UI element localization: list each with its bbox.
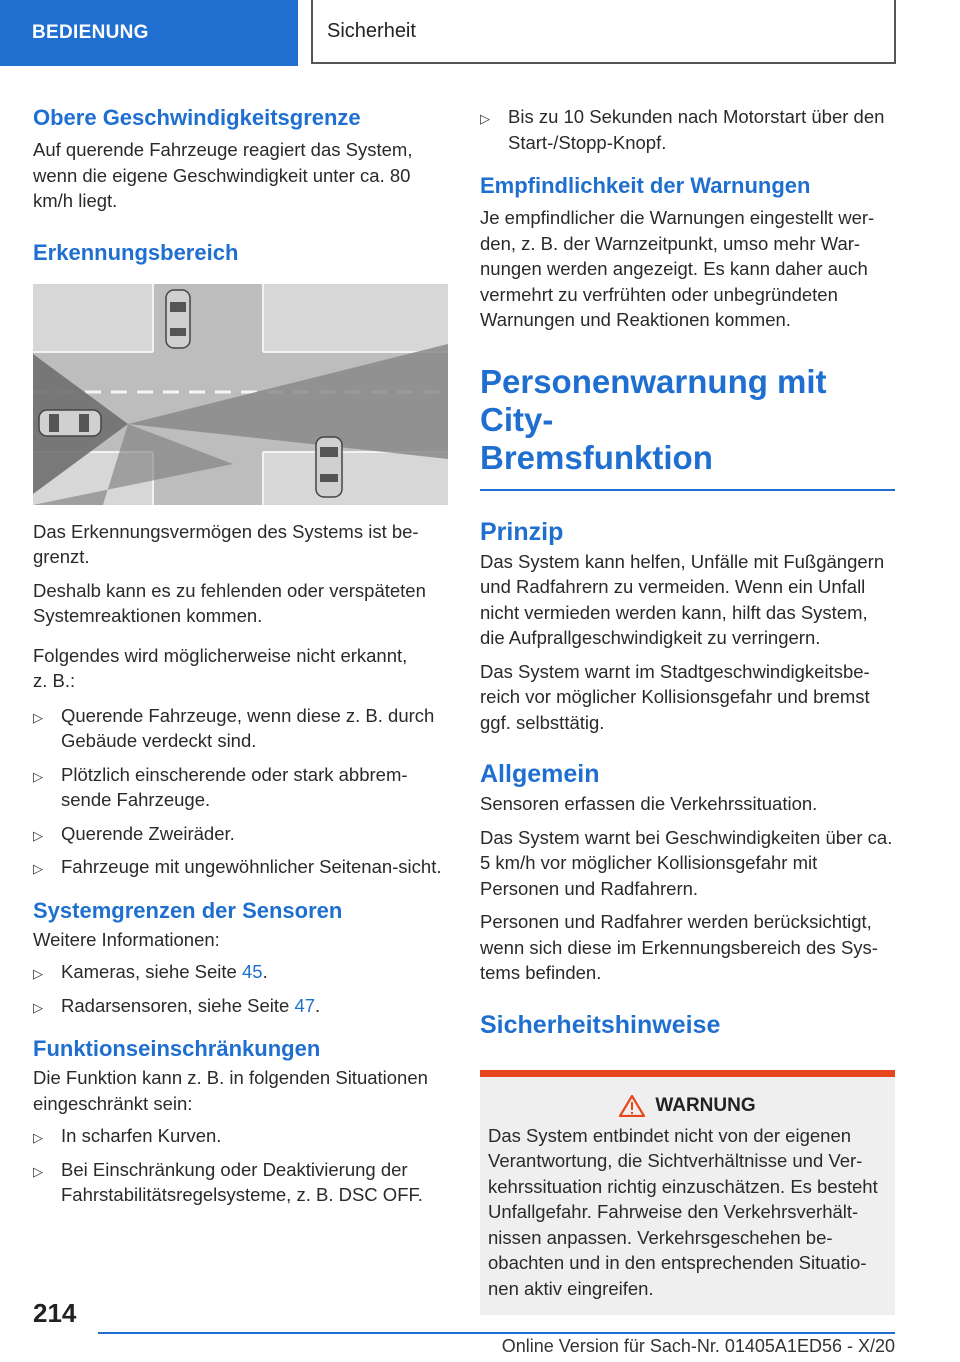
section-title: BEDIENUNG [32,22,149,43]
para-general-2: Das System warnt bei Geschwindigkeiten über ca. 5 km/h vor möglicher Kollisionsgefahr mit Personen und Radfahrern. [480,826,893,899]
list-item: ▷ Querende Fahrzeuge, wenn diese z. B. durch Gebäude verdeckt sind. [33,704,435,751]
heading-sensor-limits: Systemgrenzen der Sensoren [33,897,343,923]
para-speed-limit: Auf querende Fahrzeuge reagiert das System, wenn die eigene Geschwindigkeit unter ca. 80 km/h liegt. [33,139,413,211]
para-function-limits: Die Funktion kann z. B. in folgenden Situationen eingeschränkt sein: [33,1067,428,1114]
para-principle-2: Das System warnt im Stadtgeschwindigkeitsbe‐reich vor möglicher Kollisionsgefahr und bremst ggf. selbsttätig. [480,660,870,733]
car-left-icon [39,410,101,436]
list-item: ▷ Plötzlich einscherende oder stark abbrem‐sende Fahrzeuge. [33,763,408,810]
para-detection-limited: Das Erkennungsvermögen des Systems ist be‐grenzt. [33,520,419,567]
heading-warning-sensitivity: Empfindlichkeit der Warnungen [480,173,811,198]
triangle-right-icon: ▷ [33,1163,43,1179]
footer-rule [98,1332,895,1334]
triangle-right-icon: ▷ [33,861,43,876]
warning-box [480,1070,895,1316]
para-general-3: Personen und Radfahrer werden berücksichtigt, wenn sich diese im Erkennungsbereich des Sys‐tems befinden. [480,911,878,983]
heading-main-line2: Bremsfunktion [480,438,713,476]
footer-version: Online Version für Sach-Nr. 01405A1ED56 - X/20 [501,1336,895,1356]
warning-triangle-icon [619,1095,645,1117]
car-top-icon [166,290,190,348]
detection-range-figure [33,284,448,505]
para-not-detected: Folgendes wird möglicherweise nicht erkannt, z. B.: [33,644,408,691]
heading-general: Allgemein [480,760,600,788]
heading-main-line1: Personenwarnung mit City- [480,362,827,438]
para-more-info: Weitere Informationen: [33,928,220,950]
list-item: ▷ Fahrzeuge mit ungewöhnlicher Seitenan‐sicht. [33,854,448,880]
triangle-right-icon: ▷ [33,709,43,725]
list-item: ▷ Kameras, siehe Seite 45. [33,959,448,985]
heading-rule [480,489,895,491]
section-tab [0,0,298,66]
list-function-limits [33,1123,448,1208]
detection-range-illustration [33,284,448,505]
para-general-1: Sensoren erfassen die Verkehrssituation. [480,793,818,814]
list-item: ▷ Querende Zweiräder. [33,821,448,847]
warning-header [488,1095,887,1117]
topic-header [311,0,896,64]
list-time-limit [480,104,895,155]
list-sensor-refs [33,959,448,1018]
heading-function-limits: Funktionseinschränkungen [33,1036,321,1061]
triangle-right-icon: ▷ [33,768,43,784]
triangle-right-icon: ▷ [33,1130,43,1145]
heading-speed-limit: Obere Geschwindigkeitsgrenze [33,105,361,130]
list-item: ▷ Bei Einschränkung oder Deaktivierung der Fahrstabilitätsregelsysteme, z. B. DSC OFF. [33,1158,423,1205]
heading-safety: Sicherheitshinweise [480,1010,721,1039]
list-not-detected [33,703,448,880]
para-warning-sensitivity: Je empfindlicher die Warnungen eingestellt wer‐den, z. B. der Warnzeitpunkt, umso mehr War‐nungen werden angezeigt. Es kann daher auch vermehrt zu verfrühten oder unbegründeten Warnungen und Reaktionen kommen. [480,207,875,330]
page-link-cameras[interactable]: 45 [241,961,263,982]
list-item: ▷ Radarsensoren, siehe Seite 47. [33,993,448,1019]
warning-text: Das System entbindet nicht von der eigenen Verantwortung, die Sichtverhältnisse und Ver‐kehrssituation richtig einzuschätzen. Es besteht Unfallgefahr. Fahrweise den Verkehrsverhält‐nissen anpassen. Verkehrsgeschehen be‐obachten und in den entsprechenden Situatio‐nen aktiv eingreifen. [488,1124,878,1299]
page-link-radar[interactable]: 47 [294,994,316,1016]
para-principle-1: Das System kann helfen, Unfälle mit Fußgängern und Radfahrern zu vermeiden. Wenn ein Unfall nicht vermieden werden kann, hilft das System, die Aufprallgeschwindigkeit zu verringern. [480,550,885,648]
car-bottom-icon [316,437,342,497]
warning-title: WARNUNG [655,1094,756,1116]
topic-title: Sicherheit [327,19,416,42]
list-item: ▷ In scharfen Kurven. [33,1123,448,1149]
triangle-right-icon: ▷ [480,111,490,126]
page-number: 214 [33,1298,77,1328]
triangle-right-icon: ▷ [33,999,43,1015]
triangle-right-icon: ▷ [33,966,43,981]
para-detection-delay: Deshalb kann es zu fehlenden oder verspäteten Systemreaktionen kommen. [33,579,426,626]
left-column [33,100,448,1216]
right-column [480,100,895,1315]
heading-principle: Prinzip [480,517,564,546]
list-item: ▷ Bis zu 10 Sekunden nach Motorstart über den Start-/Stopp-Knopf. [480,106,885,153]
triangle-right-icon: ▷ [33,827,43,843]
heading-detection-range: Erkennungsbereich [33,239,239,265]
